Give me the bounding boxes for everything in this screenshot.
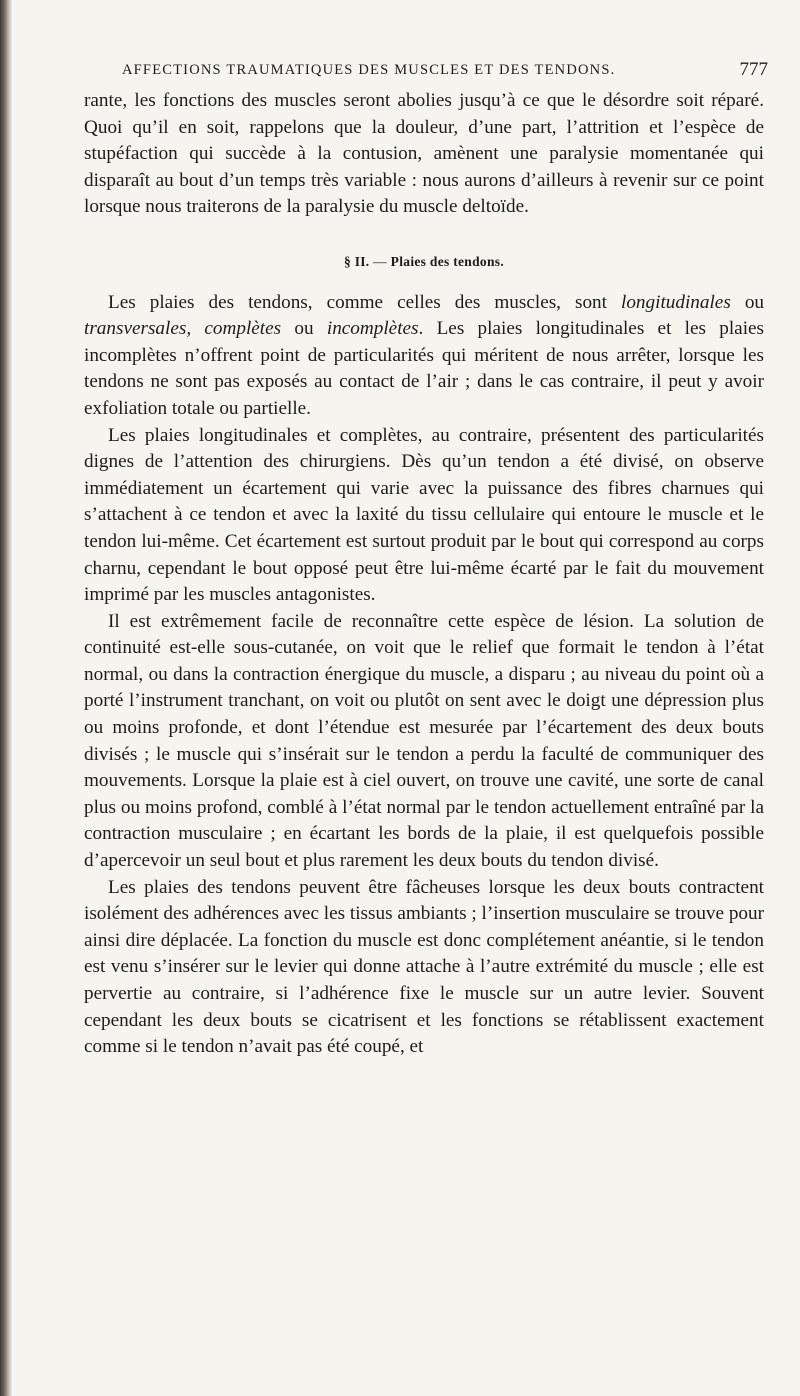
paragraph-1-italic-1: longitudinales [621, 291, 731, 313]
paragraph-1-text-3: ou [281, 318, 327, 340]
paragraph-2: Les plaies longitudinales et complètes, au contraire, présentent des particularités dignes de l’attention des chirurgiens. Dès qu’un tendon a été divisé, on observe immédiatement un écartement qui varie avec la puissance des fibres charnues qui s’attachent à ce tendon et avec la laxité du tissu cellulaire qui entoure le muscle et le tendon lui-même. Cet écartement est surtout produit par le bout qui correspond au corps charnu, cependant le bout opposé peut être lui-même écarté par le fait du mouvement imprimé par les muscles antagonistes. [84, 424, 764, 606]
paragraph-4: Les plaies des tendons peuvent être fâcheuses lorsque les deux bouts contractent isolément des adhérences avec les tissus ambiants ; l’insertion musculaire se trouve pour ainsi dire déplacée. La fonction du muscle est donc complétement anéantie, si le tendon est venu s’insérer sur le levier qui donne attache à l’autre extrémité du muscle ; elle est pervertie au contraire, si l’adhérence fixe le muscle sur un autre levier. Souvent cependant les deux bouts se cicatrisent et les fonctions se rétablissent exactement comme si le tendon n’avait pas été coupé, et [84, 876, 764, 1058]
paragraph-1-text-2: ou [730, 291, 764, 313]
running-title: AFFECTIONS TRAUMATIQUES DES MUSCLES ET DES TENDONS. [122, 62, 616, 78]
paragraph-1-text-1: Les plaies des tendons, comme celles des muscles, sont [108, 291, 621, 313]
paragraph-1-italic-2: transversales, complètes [84, 318, 282, 340]
book-page [84, 59, 768, 1061]
paragraph-1-italic-3: incomplètes [326, 318, 419, 340]
section-dash: — [373, 253, 387, 269]
paragraph-continued: rante, les fonctions des muscles seront abolies jusqu’à ce que le désordre soit réparé. Quoi qu’il en soit, rappelons que la douleur, d’une part, l’attrition et l’espèce de stupéfaction qui succède à la contusion, amènent une paralysie momentanée qui disparaît au bout d’un temps très variable : nous aurons d’ailleurs à revenir sur ce point lorsque nous traiterons de la paralysie du muscle deltoïde. [84, 90, 764, 218]
page-binding-shadow [0, 0, 12, 1396]
paragraph-1 [84, 290, 764, 423]
section-heading [84, 249, 764, 276]
body-text [84, 88, 764, 1061]
page-number: 777 [739, 59, 768, 80]
paragraph-3: Il est extrêmement facile de reconnaître cette espèce de lésion. La solution de continuité est-elle sous-cutanée, on voit que le relief que formait le tendon à l’état normal, ou dans la contraction énergique du muscle, a disparu ; au niveau du point où a porté l’instrument tranchant, on voit ou plutôt on sent avec le doigt une dépression plus ou moins profonde, et dont l’étendue est mesurée par l’écartement des deux bouts divisés ; le muscle qui s’insérait sur le tendon a perdu la faculté de communiquer des mouvements. Lorsque la plaie est à ciel ouvert, on trouve une cavité, une sorte de canal plus ou moins profond, comblé à l’état normal par le tendon actuellement entraîné par la contraction musculaire ; en écartant les bords de la plaie, il est quelquefois possible d’apercevoir un seul bout et plus rarement les deux bouts du tendon divisé. [84, 610, 764, 872]
running-header [84, 59, 768, 88]
section-number: § II. [343, 253, 370, 269]
section-title: Plaies des tendons. [390, 253, 505, 269]
paragraph-1-text-4: . Les plaies longitudinales et les plaies incomplètes n’offrent point de particularités qui méritent de nous arrêter, lorsque les tendons ne sont pas exposés au contact de l’air ; dans le cas contraire, il peut y avoir exfoliation totale ou partielle. [84, 318, 765, 419]
